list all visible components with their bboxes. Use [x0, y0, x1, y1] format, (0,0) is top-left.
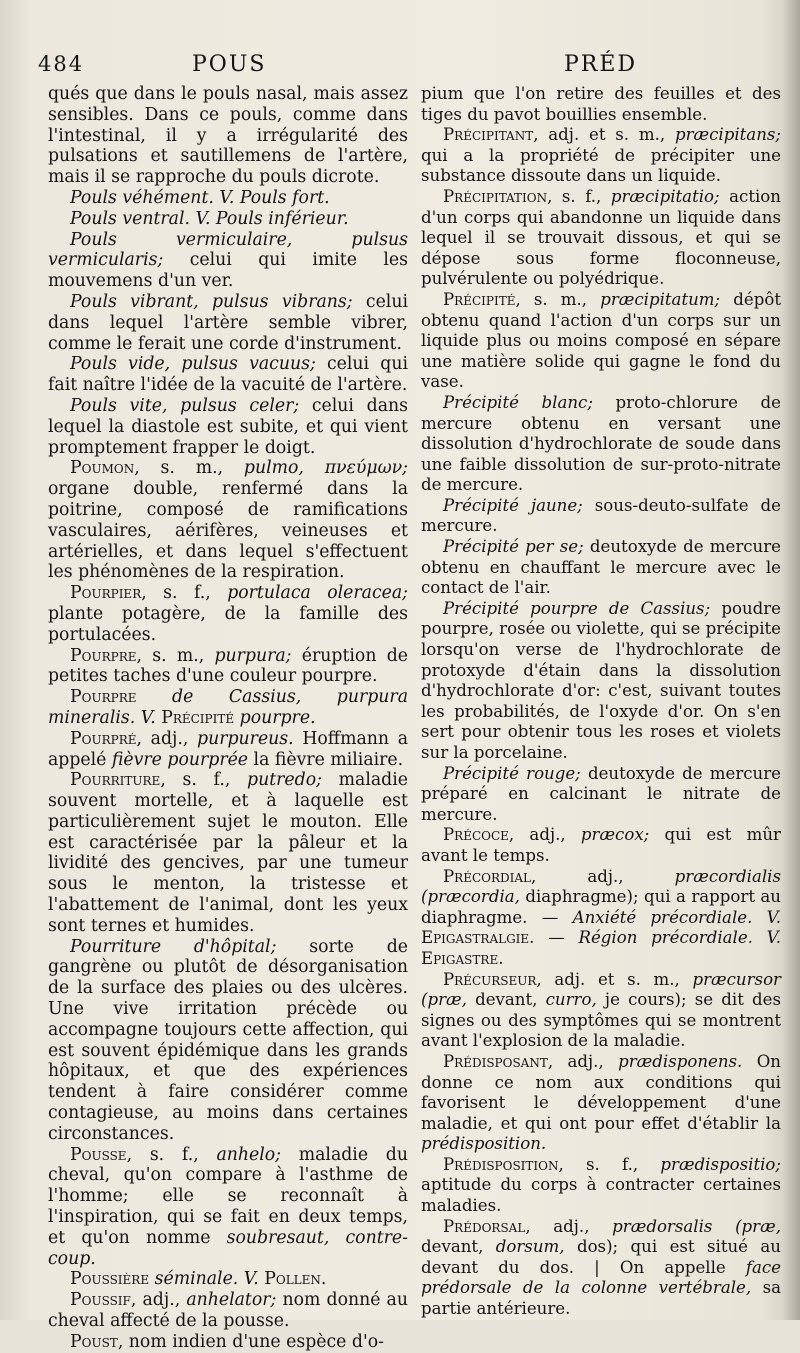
dictionary-entry — [421, 290, 781, 393]
dictionary-entry — [421, 125, 781, 187]
page-fold-shadow — [782, 0, 800, 1320]
italic-text: Précipité per se; — [443, 537, 584, 557]
entry-headword: Précipitant — [443, 125, 534, 145]
entry-headword: Précipitation — [443, 186, 548, 206]
entry-text: devant, — [421, 1237, 496, 1257]
italic-text: Précipité rouge; — [443, 763, 581, 783]
entry-text: , s. f., — [160, 770, 248, 791]
italic-text: Pouls véhément. V. Pouls fort. — [70, 187, 330, 208]
italic-text: præcipitatio; — [610, 186, 720, 206]
dictionary-entry — [421, 187, 781, 290]
entry-text: deutoxyde de mercure obtenu en chauffant le mercure avec le contact de l'air. — [421, 537, 781, 598]
dictionary-entry — [48, 1269, 408, 1290]
entry-text: , s. m., — [134, 458, 244, 479]
entry-text: , s. f., — [141, 583, 228, 604]
dictionary-entry — [421, 764, 781, 826]
entry-headword: Poussif — [70, 1290, 131, 1311]
entry-text: poudre pourpre, rosée ou violette, qui se précipite lorsqu'on verse de l'hydrochlorate de protoxyde d'étain dans la dissolution d'hydrochlorate d'or: c'est, suivant toutes les probabilités, de l'oxyde d'or. On s'en sert pour obtenir tous les roses et violets sur la porcelaine. — [421, 598, 781, 762]
entry-text: maladie souvent mortelle, et à laquelle est particulièrement sujet le mouton. Elle est caractérisée par la pâleur et la lividité des gencives, par une tumeur sous le menton, la tristesse et l'abattement de l'animal, dont les yeux sont ternes et humides. — [48, 770, 408, 936]
entry-text: , adj. et s. m., — [536, 969, 693, 989]
entry-text: , s. f., — [547, 186, 611, 206]
dictionary-entry — [48, 209, 408, 230]
italic-text: putredo; — [247, 770, 322, 791]
entry-text: qui a la propriété de précipiter une substance dissoute dans un liquide. — [421, 145, 781, 186]
italic-text: curro, — [545, 990, 597, 1010]
entry-headword: Poumon — [70, 458, 135, 479]
dictionary-entry — [421, 825, 781, 866]
italic-text: Précipité pourpre de Cassius; — [443, 598, 711, 618]
italic-text: Pouls vide, pulsus vacuus; — [70, 354, 316, 375]
italic-text: Pouls vite, pulsus celer; — [70, 395, 300, 416]
entry-text: sa partie antérieure. — [421, 1278, 781, 1319]
entry-text: , s. m., — [136, 645, 215, 666]
entry-text: , s. f., — [126, 1144, 217, 1165]
dictionary-entry — [421, 84, 781, 125]
entry-text: dos); qui est situé au devant du dos. | On appelle — [421, 1237, 781, 1277]
entry-text: plante potagère, de la famille des portulacées. — [48, 603, 408, 645]
italic-text: de Cassius, purpura mineralis. V. — [48, 687, 408, 728]
entry-text: organe double, renfermé dans la poitrine, composé de ramifications vasculaires, aérifères, veineuses et artérielles, et dans lequel s'effectuent les phénomènes de la respiration. — [48, 479, 408, 583]
dictionary-entry — [48, 583, 408, 645]
entry-text: . — — [529, 928, 579, 948]
entry-text: proto-chlorure de mercure obtenu en versant une dissolution d'hydrochlorate de soude dans une faible dissolution de sur-proto-nitrate de mercure. — [421, 392, 781, 495]
entry-text: . — [320, 1269, 327, 1290]
entry-text: nom donné au cheval affecté de la pousse. — [48, 1290, 408, 1332]
entry-headword: Précurseur — [443, 969, 537, 989]
italic-text: prædispositio; — [660, 1154, 781, 1174]
dictionary-entry — [48, 458, 408, 583]
italic-text: Pouls vibrant, pulsus vibrans; — [70, 291, 353, 312]
dictionary-entry — [48, 292, 408, 354]
italic-text: prédisposition. — [421, 1134, 547, 1154]
dictionary-entry — [421, 867, 781, 970]
entry-headword: Pollen — [264, 1269, 321, 1290]
italic-text: pourpre. — [234, 707, 316, 728]
entry-text: . — [498, 948, 504, 968]
dictionary-entry — [48, 770, 408, 936]
entry-headword: Poust — [70, 1331, 118, 1352]
entry-text: On donne ce nom aux conditions qui favorisent le développement d'une maladie, et qui ont pour effet d'établir la — [421, 1051, 781, 1133]
italic-text: Pourriture d'hôpital; — [70, 936, 277, 957]
page-number: 484 — [38, 52, 85, 76]
italic-text: præcursor (præ, — [421, 969, 781, 1010]
entry-text: , adj., — [130, 1290, 187, 1311]
right-column — [421, 84, 781, 1320]
entry-text: , adj., — [525, 1216, 613, 1236]
entry-headword: Prédisposant — [443, 1051, 548, 1071]
italic-text: præcipitatum; — [600, 289, 721, 309]
dictionary-entry — [48, 84, 408, 188]
entry-text: aptitude du corps à contracter certaines maladies. — [421, 1175, 781, 1216]
entry-headword: Pourpre — [70, 687, 137, 708]
italic-text: præcipitans; — [674, 125, 781, 145]
left-column — [48, 84, 408, 1353]
italic-text: Région précordiale. V. — [578, 928, 781, 948]
dictionary-entry — [48, 230, 408, 292]
entry-text: celui dans lequel l'artère semble vibrer, comme le ferait une corde d'instrument. — [48, 291, 408, 354]
italic-text: Pouls ventral. V. Pouls inférieur. — [70, 208, 349, 229]
italic-text: præcordialis (præcordia, — [421, 866, 781, 907]
entry-text: maladie du cheval, qu'on compare à l'asthme de l'homme; elle se reconnaît à l'inspiration, qui se fait en deux temps, et qu'on nomme — [48, 1144, 408, 1248]
entry-text: , s. f., — [558, 1154, 661, 1174]
entry-text: éruption de petites taches d'une couleur pourpre. — [48, 645, 408, 687]
entry-headword: Précordial — [443, 866, 532, 886]
entry-text: celui qui imite les mouvemens d'un ver. — [48, 250, 408, 292]
italic-text: anhelo; — [216, 1144, 281, 1165]
entry-text: Hoffmann a appelé — [48, 728, 408, 770]
entry-text: , s. m., — [515, 289, 601, 309]
entry-text: , adj., — [547, 1051, 619, 1071]
dictionary-entry — [48, 396, 408, 458]
entry-text: sous-deuto-sulfate de mercure. — [421, 495, 781, 536]
entry-headword: Précipité — [161, 707, 235, 728]
italic-text: præcox; — [580, 825, 650, 845]
entry-headword: Pourpré — [70, 728, 137, 749]
entry-text: celui qui fait naître l'idée de la vacuité de l'artère. — [48, 354, 408, 396]
dictionary-entry — [48, 1332, 408, 1353]
italic-text: Pouls vermiculaire, pulsus vermicularis; — [48, 229, 408, 271]
entry-text: la fièvre miliaire. — [248, 749, 404, 770]
italic-text: portulaca oleracea; — [227, 583, 408, 604]
entry-text: celui dans lequel la diastole est subite, et qui vient promptement frapper le doigt. — [48, 395, 408, 458]
entry-text: deutoxyde de mercure préparé en calcinant le nitrate de mercure. — [421, 763, 781, 824]
entry-text: qui est mûr avant le temps. — [421, 825, 781, 865]
italic-text: prædisponens. — [618, 1051, 743, 1071]
italic-text: soubresaut, contre-coup. — [48, 1227, 408, 1269]
dictionary-entry — [421, 393, 781, 496]
dictionary-entry — [421, 496, 781, 537]
entry-text: action d'un corps qui abandonne un liquide dans lequel il se trouvait dissous, et qui se dépose sous forme floconneuse, pulvérulente ou polyédrique. — [421, 186, 781, 289]
entry-headword: Pousse — [70, 1144, 127, 1165]
dictionary-entry — [48, 1290, 408, 1332]
italic-text: fièvre pourprée — [111, 749, 249, 770]
entry-text: , adj. et s. m., — [533, 125, 675, 145]
entry-headword: Epigastre — [421, 948, 499, 968]
dictionary-entry — [421, 599, 781, 764]
entry-text: pium que l'on retire des feuilles et des tiges du pavot bouillies ensemble. — [421, 84, 781, 124]
entry-headword: Prédorsal — [443, 1216, 526, 1236]
italic-text: purpura; — [214, 645, 292, 666]
entry-headword: Prédisposition — [443, 1154, 559, 1174]
italic-text: face prédorsale de la colonne vertébrale, — [421, 1257, 781, 1298]
dictionary-entry — [48, 729, 408, 771]
entry-headword: Poussière — [70, 1269, 150, 1290]
dictionary-entry — [421, 1217, 781, 1320]
entry-text: , adj., — [136, 728, 198, 749]
italic-text: Précipité blanc; — [443, 392, 593, 412]
entry-text: , adj., — [508, 825, 581, 845]
dictionary-entry — [421, 1052, 781, 1155]
italic-text: dorsum, — [495, 1237, 565, 1257]
running-head — [38, 52, 778, 84]
entry-text: , adj., — [531, 866, 675, 886]
italic-text: purpureus. — [197, 728, 294, 749]
dictionary-entry — [48, 354, 408, 396]
dictionary-entry — [421, 537, 781, 599]
entry-text: , nom indien d'une espèce d'o- — [117, 1331, 384, 1352]
italic-text: Anxiété précordiale. V. — [572, 907, 781, 927]
dictionary-entry — [48, 937, 408, 1145]
italic-text: Précipité jaune; — [443, 495, 583, 515]
entry-text: je cours); se dit des signes ou des symptômes qui se montrent avant l'explosion de la maladie. — [421, 990, 782, 1051]
entry-headword: Pourpre — [70, 645, 137, 666]
italic-text: prædorsalis (præ, — [612, 1216, 781, 1236]
italic-text: pulmo, πνεύμων; — [243, 458, 408, 479]
right-running-title: PRÉD — [564, 52, 638, 77]
italic-text: séminale. V. — [149, 1269, 259, 1290]
entry-text: qués que dans le pouls nasal, mais assez sensibles. Dans ce pouls, comme dans l'intestinal, il y a irrégularité des pulsations et sautillemens de l'artère, mais il se rapproche du pouls dicrote. — [48, 84, 408, 188]
entry-text: devant, — [466, 990, 546, 1010]
entry-headword: Précipité — [443, 289, 516, 309]
dictionary-entry — [48, 1145, 408, 1270]
entry-headword: Pourriture — [70, 770, 161, 791]
entry-text: dépôt obtenu quand l'action d'un corps sur un liquide plus ou moins composé en sépare une matière solide qui gagne le fond du vase. — [421, 289, 781, 392]
entry-text: diaphragme); qui a rapport au diaphragme. — — [421, 887, 781, 927]
dictionary-entry — [48, 188, 408, 209]
dictionary-entry — [48, 646, 408, 688]
entry-headword: Epigastralgie — [421, 928, 530, 948]
entry-text: sorte de gangrène ou plutôt de désorganisation de la surface des plaies ou des ulcères. Une vive irritation précède ou accompagne toujours cette affection, qui est souvent épidémique dans les grands hôpitaux, et que des expériences tendent à faire considérer comme contagieuse, au moins dans certaines circonstances. — [48, 936, 408, 1144]
entry-headword: Précoce — [443, 825, 509, 845]
dictionary-entry — [48, 687, 408, 729]
left-running-title: POUS — [192, 52, 267, 77]
italic-text: anhelator; — [186, 1290, 277, 1311]
dictionary-entry — [421, 970, 781, 1052]
dictionary-entry — [421, 1155, 781, 1217]
entry-headword: Pourpier — [70, 583, 142, 604]
